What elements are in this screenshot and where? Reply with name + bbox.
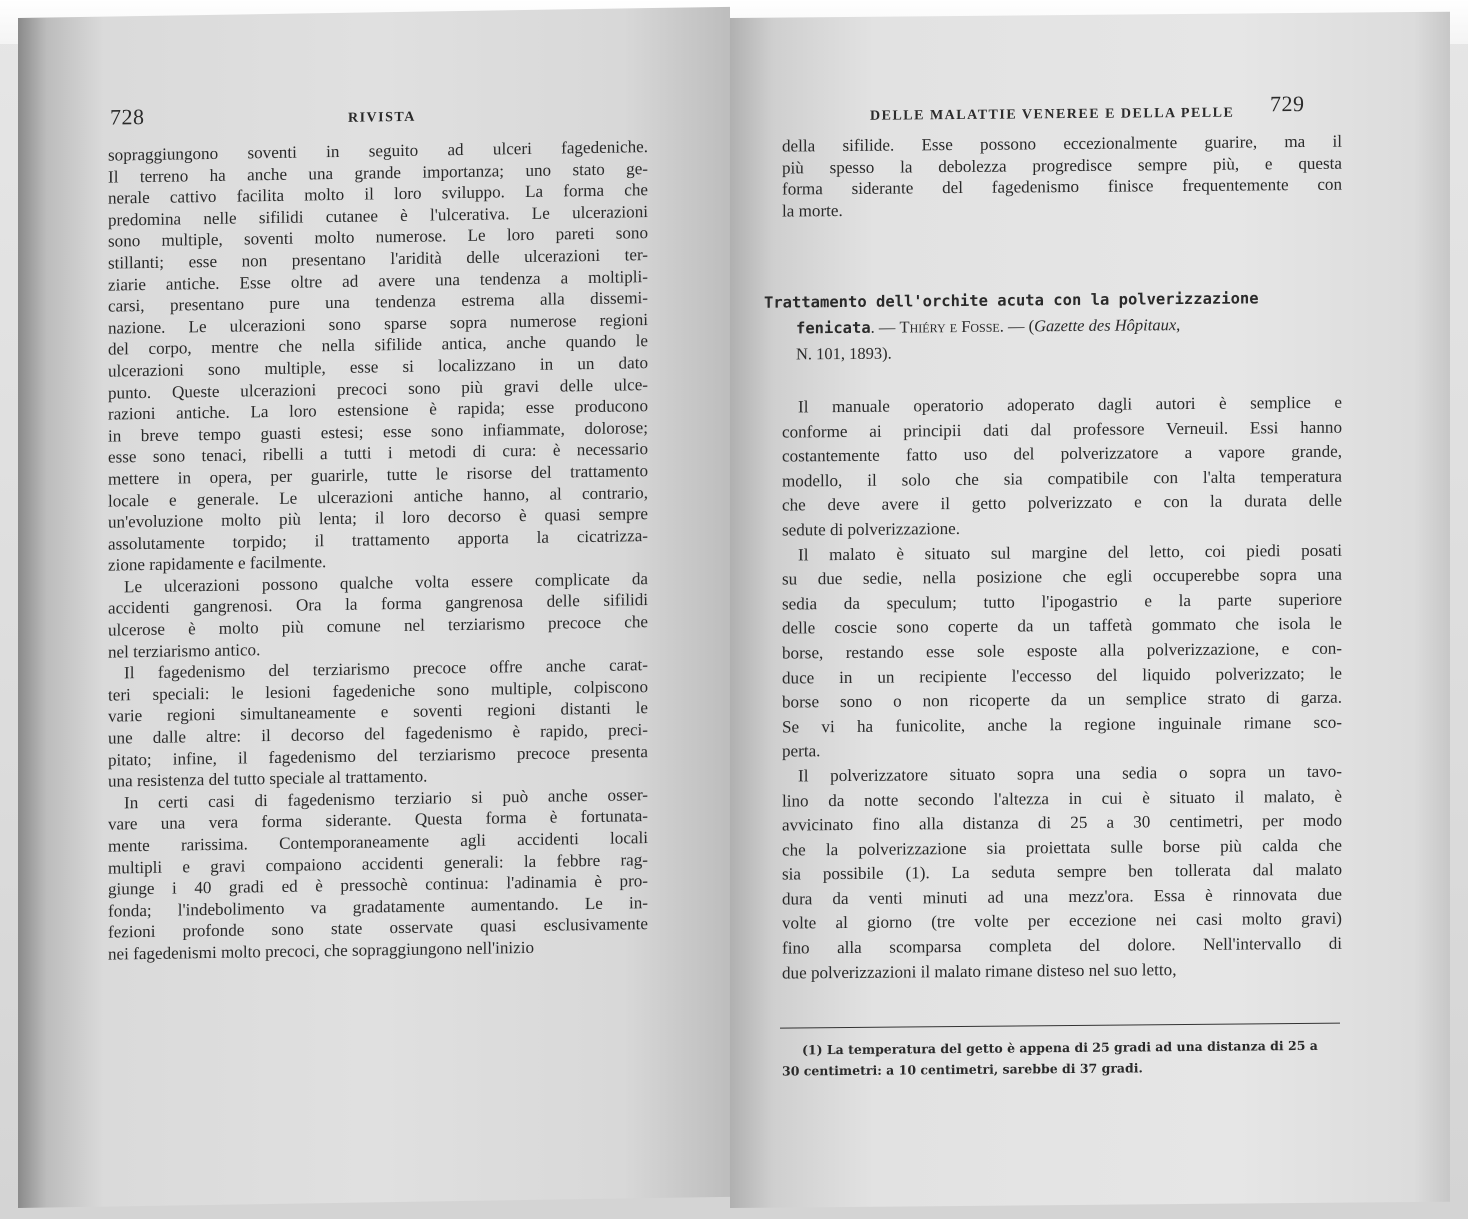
text-line: mente rarissima. Contemporaneamente agli accidenti locali (108, 828, 648, 856)
text-line: su due sedie, nella posizione che egli occuperebbe sopra una (782, 564, 1342, 589)
left-body-text (108, 136, 648, 965)
text-line: Il malato è situato sul margine del letto, coi piedi posati (798, 540, 1342, 564)
text-line: vare una vera forma siderante. Questa forma è fortunata- (108, 806, 648, 834)
text-line: sedute di polverizzazione. (782, 518, 960, 540)
text-line: mettere in opera, per guarirle, tutte le risorse del trattamento (108, 461, 648, 489)
text-line: accidenti gangrenosi. Ora la forma gangrenosa delle sifilidi (108, 590, 648, 619)
text-line: pitato; infine, il fagedenismo del terziarismo precoce presenta (108, 741, 648, 770)
text-line: due polverizzazioni il malato rimane disteso nel suo letto, (782, 959, 1177, 983)
right-page-number: 729 (1270, 90, 1305, 117)
text-line: esse sono tenaci, ribelli a tutti i metodi di cura: è necessario (108, 439, 648, 467)
text-line: ulcerose è molto più comune nel terziarismo precoce che (108, 612, 648, 640)
text-line: lino da notte secondo l'altezza in cui è situato il malato, è (782, 786, 1342, 811)
text-line: della sifilide. Esse possono eccezionalmente guarire, ma il (782, 131, 1342, 156)
text-line: che la polverizzazione sia proiettata sulle borse più calda che (782, 835, 1342, 860)
text-line: Il terreno ha anche una grande importanza; uno stato ge- (108, 158, 648, 187)
left-page (18, 7, 730, 1208)
text-line: che deve avere il getto polverizzato e con la durata delle (782, 491, 1342, 515)
text-line: ulcerazioni sono multiple, esse si localizzano in un dato (108, 353, 648, 381)
text-line: volte al giorno (tre volte per eccezione nei casi molto gravi) (782, 909, 1342, 934)
text-line: nerale cattivo facilita molto il loro sviluppo. La forma che (108, 180, 648, 208)
right-running-title: DELLE MALATTIE VENEREE E DELLA PELLE (870, 105, 1235, 124)
text-line: Le ulcerazioni possono qualche volta essere complicate da (124, 568, 648, 597)
text-line: predomina nelle sifilidi cutanee è l'ulcerativa. Le ulcerazioni (108, 201, 648, 230)
text-line: stillanti; esse non presentano l'aridità delle ulcerazioni ter- (108, 245, 648, 273)
text-line: Se vi ha funicolite, anche la regione inguinale rimane sco- (782, 712, 1342, 737)
text-line: costantemente fatto uso del polverizzatore a vapore grande, (782, 441, 1342, 466)
text-line: assolutamente torpido; il trattamento apporta la cicatrizza- (108, 525, 648, 554)
footnote (782, 1035, 1342, 1082)
text-line: Il manuale operatorio adoperato dagli autori è semplice e (798, 392, 1342, 417)
text-line: delle coscie sono coperte da un taffetà gommato che isola le (782, 614, 1342, 638)
text-line: fezioni profonde sono state osservate quasi esclusivamente (108, 914, 648, 942)
text-line: sono multiple, soventi molto numerose. Le loro pareti sono (108, 223, 648, 251)
article-title-bold-2: fenicata (796, 318, 871, 338)
text-line: Il fagedenismo del terziarismo precoce offre anche carat- (124, 655, 648, 683)
article-title-bold: Trattamento dell'orchite acuta con la polverizzazione (764, 289, 1259, 312)
article-journal: Gazette des Hôpitaux (1034, 315, 1177, 336)
footnote-rule (780, 1023, 1340, 1029)
text-line: razioni antiche. La loro estensione è rapida; esse producono (108, 396, 648, 424)
footnote-line-1: (1) La temperatura del getto è appena di 25 gradi ad una distanza di 25 a (802, 1037, 1318, 1058)
left-page-number: 728 (110, 104, 145, 130)
text-line: nazione. Le ulcerazioni sono sparse sopra numerose regioni (108, 309, 648, 338)
right-body-continuation (782, 131, 1342, 222)
text-line: sedia da speculum; tutto l'ipogastrio e la parte superiore (782, 589, 1342, 614)
left-running-title: RIVISTA (348, 109, 416, 126)
text-line: borse sono o non ricoperte da un semplice strato di garza. (782, 687, 1342, 712)
text-line: avvicinato fino alla distanza di 25 a 30 centimetri, per modo (782, 810, 1342, 835)
text-line: una resistenza del tutto speciale al trattamento. (108, 766, 428, 791)
text-line: punto. Queste ulcerazioni precoci sono più gravi delle ulce- (108, 374, 648, 403)
text-line: sia possibile (1). La seduta sempre ben tollerata dal malato (782, 859, 1342, 884)
text-line: in breve tempo guasti estesi; esse sono infiammate, dolorose; (108, 417, 648, 446)
text-line: dura da venti minuti ad una mezz'ora. Essa è rinnovata due (782, 884, 1342, 909)
footnote-line-2: 30 centimetri: a 10 centimetri, sarebbe di 37 gradi. (782, 1060, 1143, 1079)
text-line: un'evoluzione molto più lenta; il loro decorso è quasi sempre (108, 504, 648, 532)
text-line: varie regioni simultaneamente e soventi regioni distanti le (108, 698, 648, 727)
text-line: ziarie antiche. Esse oltre ad avere una tendenza a moltipli- (108, 266, 648, 295)
text-line: carsi, presentano pure una tendenza estrema alla dissemi- (108, 288, 648, 316)
text-line: fino alla scomparsa completa del dolore. Nell'intervallo di (782, 933, 1342, 958)
article-title-dash: . — (870, 317, 900, 337)
text-line: multipli e gravi compaiono accidenti generali: la febbre rag- (108, 849, 648, 878)
text-line: forma siderante del fagedenismo finisce frequentemente con (782, 174, 1342, 199)
text-line: giunge i 40 gradi ed è pressochè continua: l'adinamia è pro- (108, 871, 648, 899)
article-title (764, 285, 1354, 367)
text-line: fonda; l'indebolimento va gradatamente aumentando. Le in- (108, 892, 648, 921)
right-body-text (782, 391, 1342, 986)
text-line: une dalle altre: il decorso del fagedenismo è rapido, preci- (108, 720, 648, 748)
text-line: In certi casi di fagedenismo terziario si può anche osser- (124, 784, 648, 813)
text-line: perta. (782, 741, 821, 761)
text-line: zione rapidamente e facilmente. (108, 552, 327, 575)
text-line: del corpo, mentre che nella sifilide antica, anche quando le (108, 331, 648, 359)
article-source-pre: . — ( (999, 316, 1035, 336)
article-authors: Thiéry e Fosse (899, 316, 1000, 337)
text-line: sopraggiungono soventi in seguito ad ulceri fagedeniche. (108, 137, 648, 165)
text-line: nei fagedenismi molto precoci, che sopraggiungono nell'inizio (108, 937, 535, 964)
text-line: duce in un recipiente l'eccesso del liquido polverizzato; le (782, 663, 1342, 688)
text-line: la morte. (782, 200, 843, 221)
text-line: nel terziarismo antico. (108, 639, 261, 662)
text-line: più spesso la debolezza progredisce sempre più, e questa (782, 153, 1342, 178)
text-line: locale e generale. Le ulcerazioni antiche hanno, al contrario, (108, 482, 648, 511)
text-line: teri speciali: le lesioni fagedeniche sono multiple, colpiscono (108, 676, 648, 705)
article-source-line2: N. 101, 1893). (796, 343, 892, 364)
article-source-post: , (1176, 315, 1181, 335)
text-line: borse, restando esse sole esposte alla polverizzazione, e con- (782, 638, 1342, 663)
right-page (730, 12, 1450, 1208)
text-line: modello, il solo che sia compatibile con l'alta temperatura (782, 466, 1342, 491)
text-line: conforme ai principii dati dal professore Verneuil. Essi hanno (782, 417, 1342, 442)
text-line: Il polverizzatore situato sopra una sedia o sopra un tavo- (798, 761, 1342, 786)
